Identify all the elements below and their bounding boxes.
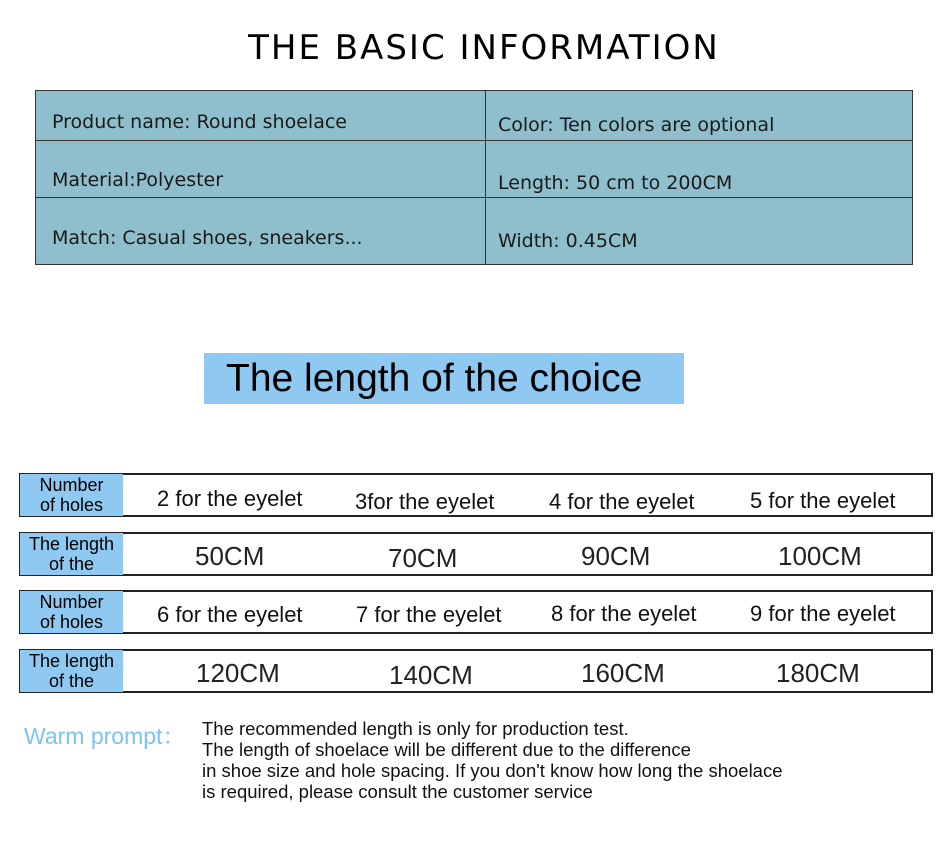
- warm-prompt-label: Warm prompt：: [24, 723, 186, 749]
- row-header-line: of holes: [39, 612, 104, 632]
- table-cell: 5 for the eyelet: [750, 488, 896, 513]
- table-cell: 100CM: [778, 541, 862, 571]
- info-material: Material:Polyester: [52, 169, 224, 191]
- page-title: THE BASIC INFORMATION: [248, 28, 720, 68]
- info-match: Match: Casual shoes, sneakers...: [52, 227, 363, 249]
- row-header: [20, 474, 123, 516]
- row-header-line: of the: [48, 554, 95, 574]
- warm-prompt-line: in shoe size and hole spacing. If you don't know how long the shoelace: [202, 760, 783, 781]
- row-header-line: The length: [28, 534, 115, 554]
- row-header-line: of holes: [39, 495, 104, 515]
- table-cell: 180CM: [776, 658, 860, 688]
- table-cell: 2 for the eyelet: [157, 486, 303, 511]
- table-cell: 4 for the eyelet: [549, 489, 695, 514]
- info-divider-2: [36, 197, 912, 198]
- table-cell: 140CM: [389, 660, 473, 690]
- warm-prompt-line: The length of shoelace will be different due to the difference: [202, 739, 691, 760]
- row-header-line: Number: [39, 592, 104, 612]
- table-row: [19, 590, 933, 634]
- table-cell: 3for the eyelet: [355, 489, 495, 514]
- row-header-line: Number: [39, 475, 104, 495]
- info-color: Color: Ten colors are optional: [498, 114, 775, 136]
- table-cell: 9 for the eyelet: [750, 601, 896, 626]
- warm-prompt-line: The recommended length is only for production test.: [202, 718, 629, 739]
- table-row: [19, 649, 933, 693]
- table-cell: 160CM: [581, 658, 665, 688]
- warm-prompt-text: [202, 718, 783, 802]
- section-title: The length of the choice: [204, 353, 684, 404]
- row-header: [20, 650, 123, 692]
- info-product-name: Product name: Round shoelace: [52, 111, 347, 133]
- basic-info-table: [35, 90, 913, 265]
- table-cell: 6 for the eyelet: [157, 602, 303, 627]
- info-length: Length: 50 cm to 200CM: [498, 172, 733, 194]
- table-cell: 8 for the eyelet: [551, 601, 697, 626]
- table-row: [19, 473, 933, 517]
- table-cell: 120CM: [196, 658, 280, 688]
- warm-prompt-line: is required, please consult the customer service: [202, 781, 593, 802]
- info-divider-1: [36, 140, 912, 141]
- table-cell: 7 for the eyelet: [356, 602, 502, 627]
- table-cell: 90CM: [581, 541, 651, 571]
- table-cell: 50CM: [195, 541, 265, 571]
- table-row: [19, 532, 933, 576]
- info-divider-vertical: [485, 91, 486, 264]
- row-header: [20, 533, 123, 575]
- row-header: [20, 591, 123, 633]
- table-cell: 70CM: [388, 543, 458, 573]
- row-header-line: of the: [48, 671, 95, 691]
- row-header-line: The length: [28, 651, 115, 671]
- info-width: Width: 0.45CM: [498, 230, 638, 252]
